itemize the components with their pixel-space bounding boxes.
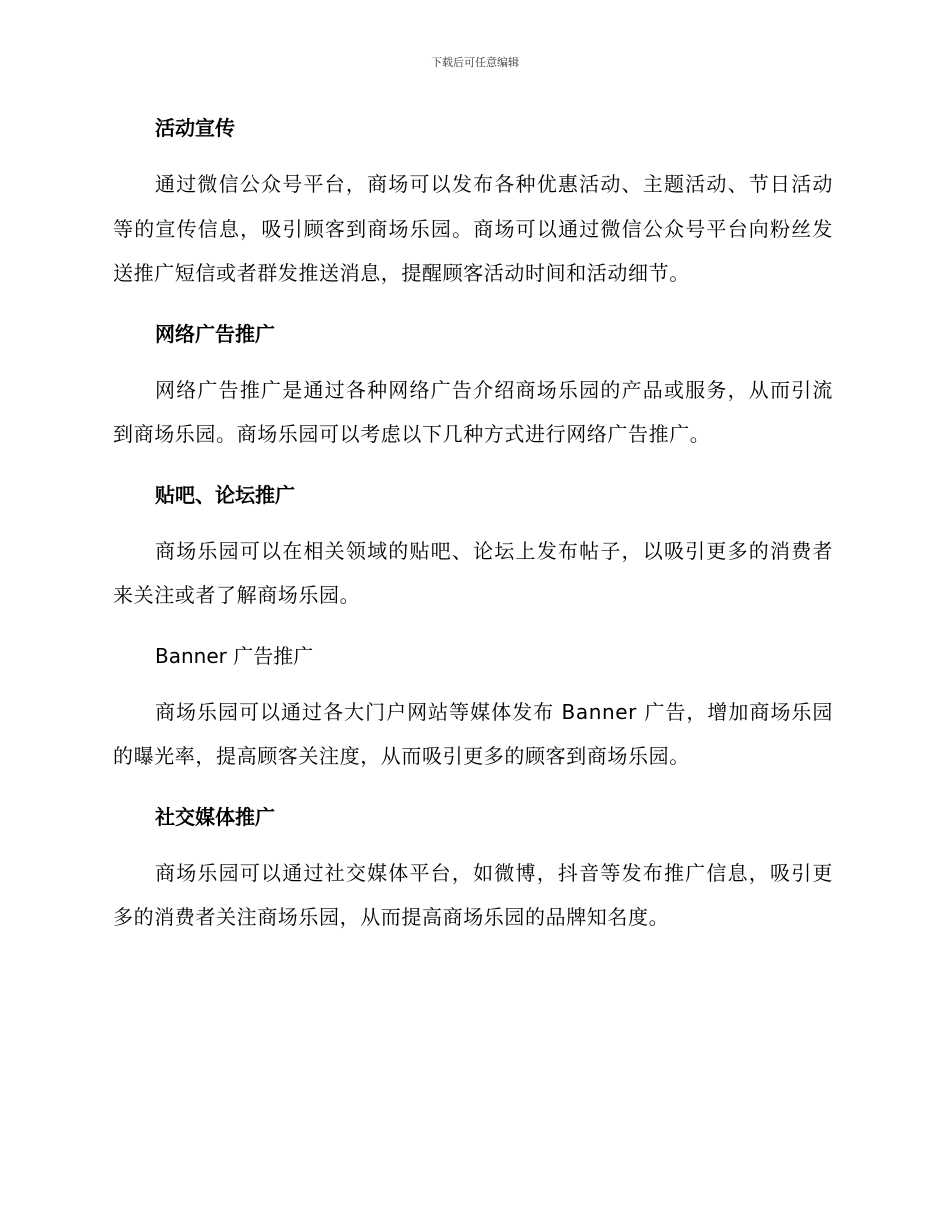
page-header-note: 下载后可任意编辑 xyxy=(431,56,519,69)
document-body xyxy=(113,112,833,962)
section-paragraph: 商场乐园可以在相关领域的贴吧、论坛上发布帖子，以吸引更多的消费者来关注或者了解商场乐园。 xyxy=(113,538,833,607)
section-paragraph: 网络广告推广是通过各种网络广告介绍商场乐园的产品或服务，从而引流到商场乐园。商场乐园可以考虑以下几种方式进行网络广告推广。 xyxy=(113,377,833,446)
section-activity-promotion xyxy=(113,112,833,296)
section-social-media xyxy=(113,801,833,940)
section-heading: 网络广告推广 xyxy=(155,321,275,346)
section-paragraph: 通过微信公众号平台，商场可以发布各种优惠活动、主题活动、节日活动等的宣传信息，吸引顾客到商场乐园。商场可以通过微信公众号平台向粉丝发送推广短信或者群发推送消息，提醒顾客活动时间和活动细节。 xyxy=(113,172,833,285)
section-banner-ads xyxy=(113,640,833,779)
section-heading: Banner 广告推广 xyxy=(155,643,314,668)
section-forum-promotion xyxy=(113,479,833,618)
section-paragraph: 商场乐园可以通过社交媒体平台，如微博，抖音等发布推广信息，吸引更多的消费者关注商场乐园，从而提高商场乐园的品牌知名度。 xyxy=(113,860,833,929)
section-paragraph: 商场乐园可以通过各大门户网站等媒体发布 Banner 广告，增加商场乐园的曝光率，提高顾客关注度，从而吸引更多的顾客到商场乐园。 xyxy=(113,699,833,768)
section-heading: 社交媒体推广 xyxy=(155,804,275,829)
section-heading: 活动宣传 xyxy=(155,116,235,140)
section-heading: 贴吧、论坛推广 xyxy=(155,482,295,507)
section-online-ads xyxy=(113,318,833,457)
